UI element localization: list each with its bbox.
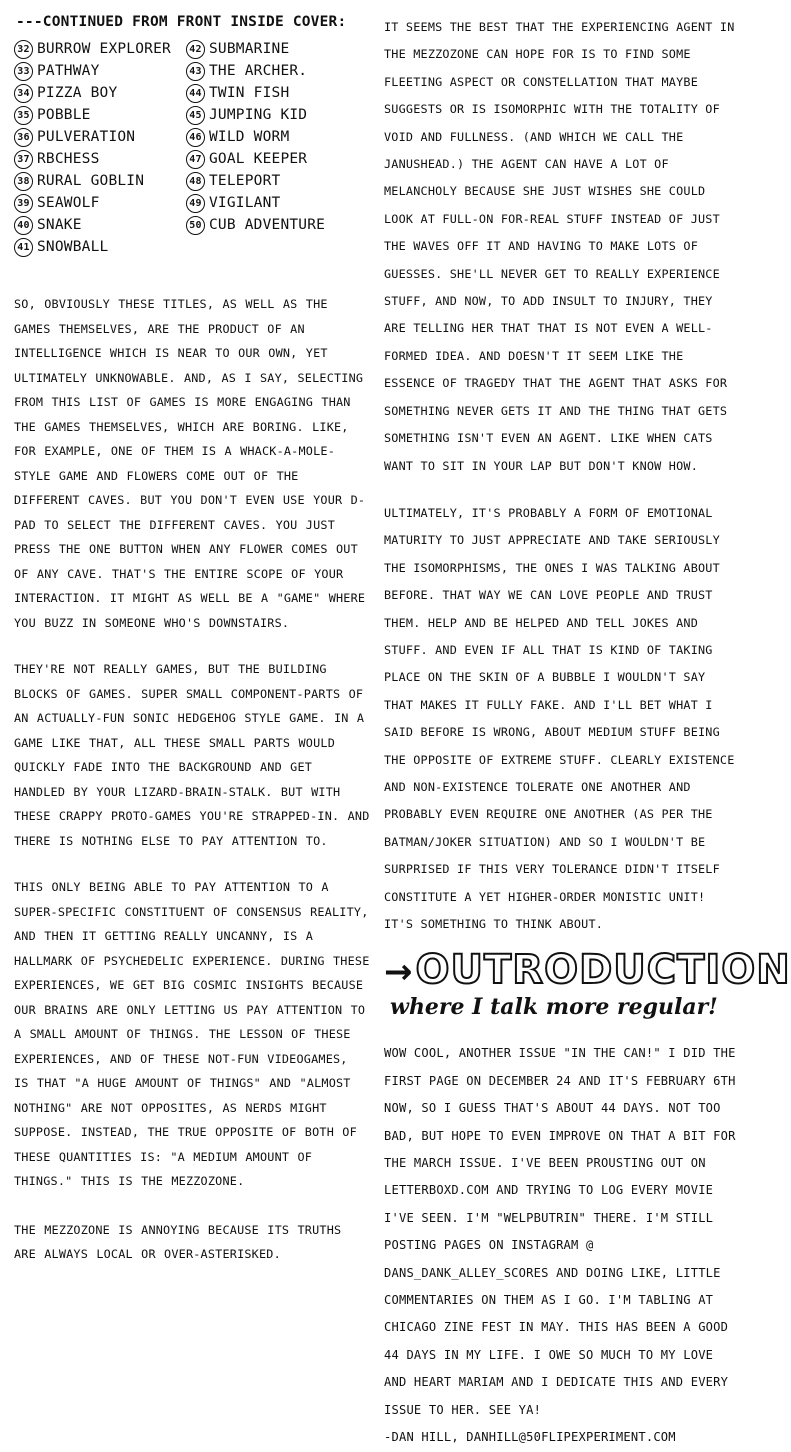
left-column [14,14,370,1267]
number-badge: 46 [186,128,205,147]
list-item [186,148,366,170]
paragraph-intro: SO, OBVIOUSLY THESE TITLES, AS WELL AS THE GAMES THEMSELVES, ARE THE PRODUCT OF AN INTELLIGENCE WHICH IS NEAR TO OUR OWN, YET ULTIMATELY UNKNOWABLE. AND, AS I SAY, SELECTING FROM THIS LIST OF GAMES IS MORE ENGAGING THAN THE GAMES THEMSELVES, WHICH ARE BORING. LIKE, FOR EXAMPLE, ONE OF THEM IS A WHACK-A-MOLE-STYLE GAME AND FLOWERS COME OUT OF THE DIFFERENT CAVES. BUT YOU DON'T EVEN USE YOUR D-PAD TO SELECT THE DIFFERENT CAVES. YOU JUST PRESS THE ONE BUTTON WHEN ANY FLOWER COMES OUT OF ANY CAVE. THAT'S THE ENTIRE SCOPE OF YOUR INTERACTION. IT MIGHT AS WELL BE A "GAME" WHERE YOU BUZZ IN SOMEONE WHO'S DOWNSTAIRS. [14,297,366,630]
game-title: SUBMARINE [209,41,290,57]
paragraph-agent: IT SEEMS THE BEST THAT THE EXPERIENCING AGENT IN THE MEZZOZONE CAN HOPE FOR IS TO FIND SOME FLEETING ASPECT OR CONSTELLATION THAT MAYBE SUGGESTS OR IS ISOMORPHIC WITH THE TOTALITY OF VOID AND FULLNESS. (AND WHICH WE CALL THE JANUSHEAD.) THE AGENT CAN HAVE A LOT OF MELANCHOLY BECAUSE SHE JUST WISHES SHE COULD LOOK AT FULL-ON FOR-REAL STUFF INSTEAD OF JUST THE WAVES OFF IT AND HAVING TO MAKE LOTS OF GUESSES. SHE'LL NEVER GET TO REALLY EXPERIENCE STUFF, AND NOW, TO ADD INSULT TO INJURY, THEY ARE TELLING HER THAT THAT IS NOT EVEN A WELL-FORMED IDEA. AND DOESN'T IT SEEM LIKE THE ESSENCE OF TRAGEDY THAT THE AGENT THAT ASKS FOR SOMETHING NEVER GETS IT AND THE THING THAT GETS SOMETHING ISN'T EVEN AN AGENT. LIKE WHEN CATS WANT TO SIT IN YOUR LAP BUT DON'T KNOW HOW. [384,20,735,473]
outro-title [384,947,791,994]
number-badge: 41 [14,238,33,257]
game-title: JUMPING KID [209,107,308,123]
paragraph-mezzozone: THE MEZZOZONE IS ANNOYING BECAUSE ITS TRUTHS ARE ALWAYS LOCAL OR OVER-ASTERISKED. [14,1222,342,1261]
game-title: THE ARCHER. [209,63,308,79]
number-badge: 38 [14,172,33,191]
list-item [186,126,366,148]
game-title: SNAKE [37,217,82,233]
list-header: ---CONTINUED FROM FRONT INSIDE COVER: [16,14,347,30]
list-item [14,126,186,148]
game-title: BURROW EXPLORER [37,41,171,57]
list-item [14,38,186,60]
outroduction-heading [384,947,791,1024]
number-badge: 48 [186,172,205,191]
signature: -DAN HILL, DANHILL@50FLIPEXPERIMENT.COM [384,1430,676,1445]
list-item [14,82,186,104]
number-badge: 34 [14,84,33,103]
list-item [186,214,366,236]
list-item [14,60,186,82]
list-item [186,170,366,192]
game-title: PULVERATION [37,129,136,145]
number-badge: 32 [14,40,33,59]
number-badge: 50 [186,216,205,235]
number-badge: 35 [14,106,33,125]
arrow-icon: → [384,952,414,993]
game-title: TELEPORT [209,173,281,189]
number-badge: 37 [14,150,33,169]
list-item [186,82,366,104]
list-item [14,192,186,214]
paragraph-ultimately: ULTIMATELY, IT'S PROBABLY A FORM OF EMOTIONAL MATURITY TO JUST APPRECIATE AND TAKE SERIOUSLY THE ISOMORPHISMS, THE ONES I WAS TALKING ABOUT BEFORE. THAT WAY WE CAN LOVE PEOPLE AND TRUST THEM. HELP AND BE HELPED AND TELL JOKES AND STUFF. AND EVEN IF ALL THAT IS KIND OF TAKING PLACE ON THE SKIN OF A BUBBLE I WOULDN'T SAY THAT MAKES IT FULLY FAKE. AND I'LL BET WHAT I SAID BEFORE IS WRONG, ABOUT MEDIUM STUFF BEING THE OPPOSITE OF EXTREME STUFF. CLEARLY EXISTENCE AND NON-EXISTENCE TOLERATE ONE ANOTHER AND PROBABLY EVEN REQUIRE ONE ANOTHER (AS PER THE BATMAN/JOKER SITUATION) AND SO I WOULDN'T BE SURPRISED IF THIS VERY TOLERANCE DIDN'T ITSELF CONSTITUTE A YET HIGHER-ORDER MONISTIC UNIT! IT'S SOMETHING TO THINK ABOUT. [384,505,735,931]
paragraph-psychedelic: THIS ONLY BEING ABLE TO PAY ATTENTION TO A SUPER-SPECIFIC CONSTITUENT OF CONSENSUS REALITY, AND THEN IT GETTING REALLY UNCANNY, IS A HALLMARK OF PSYCHEDELIC EXPERIENCE. DURING THESE EXPERIENCES, WE GET BIG COSMIC INSIGHTS BECAUSE OUR BRAINS ARE ONLY LETTING US PAY ATTENTION TO A SMALL AMOUNT OF THINGS. THE LESSON OF THESE EXPERIENCES, AND OF THESE NOT-FUN VIDEOGAMES, IS THAT "A HUGE AMOUNT OF THINGS" AND "ALMOST NOTHING" ARE NOT OPPOSITES, AS NERDS MIGHT SUPPOSE. INSTEAD, THE TRUE OPPOSITE OF BOTH OF THESE QUANTITIES IS: "A MEDIUM AMOUNT OF THINGS." THIS IS THE MEZZOZONE. [14,880,370,1188]
game-title: VIGILANT [209,195,281,211]
right-column [384,14,791,1452]
game-title: SNOWBALL [37,239,109,255]
number-badge: 43 [186,62,205,81]
list-item [186,104,366,126]
list-item [14,170,186,192]
number-badge: 45 [186,106,205,125]
number-badge: 39 [14,194,33,213]
number-badge: 44 [186,84,205,103]
list-item [14,148,186,170]
number-badge: 33 [14,62,33,81]
number-badge: 36 [14,128,33,147]
paragraph-building-blocks: THEY'RE NOT REALLY GAMES, BUT THE BUILDING BLOCKS OF GAMES. SUPER SMALL COMPONENT-PARTS OF AN ACTUALLY-FUN SONIC HEDGEHOG STYLE GAME. IN A GAME LIKE THAT, ALL THESE SMALL PARTS WOULD QUICKLY FADE INTO THE BACKGROUND AND GET HANDLED BY YOUR LIZARD-BRAIN-STALK. BUT WITH THESE CRAPPY PROTO-GAMES YOU'RE STRAPPED-IN. AND THERE IS NOTHING ELSE TO PAY ATTENTION TO. [14,662,370,848]
list-item [14,104,186,126]
game-title: WILD WORM [209,129,290,145]
number-badge: 40 [14,216,33,235]
list-item [186,60,366,82]
list-item [14,236,186,258]
outro-title-text: OUTRODUCTION [415,947,791,994]
game-title: RURAL GOBLIN [37,173,145,189]
list-item [186,192,366,214]
game-title: RBCHESS [37,151,100,167]
game-title: PATHWAY [37,63,100,79]
game-title: SEAWOLF [37,195,100,211]
paragraph-outro: WOW COOL, ANOTHER ISSUE "IN THE CAN!" I DID THE FIRST PAGE ON DECEMBER 24 AND IT'S FEBRUARY 6TH NOW, SO I GUESS THAT'S ABOUT 44 DAYS. NOT TOO BAD, BUT HOPE TO EVEN IMPROVE ON THAT A BIT FOR THE MARCH ISSUE. I'VE BEEN PROUSTING OUT ON LETTERBOXD.COM AND TRYING TO LOG EVERY MOVIE I'VE SEEN. I'M "WELPBUTRIN" THERE. I'M STILL POSTING PAGES ON INSTAGRAM @ DANS_DANK_ALLEY_SCORES AND DOING LIKE, LITTLE COMMENTARIES ON THEM AS I GO. I'M TABLING AT CHICAGO ZINE FEST IN MAY. THIS HAS BEEN A GOOD 44 DAYS IN MY LIFE. I OWE SO MUCH TO MY LOVE AND HEART MARIAM AND I DEDICATE THIS AND EVERY ISSUE TO HER. SEE YA! [384,1046,736,1417]
game-list [14,38,370,258]
game-title: GOAL KEEPER [209,151,308,167]
outro-subtitle: where I talk more regular! [390,994,718,1021]
number-badge: 49 [186,194,205,213]
number-badge: 42 [186,40,205,59]
number-badge: 47 [186,150,205,169]
game-title: CUB ADVENTURE [209,217,326,233]
game-title: TWIN FISH [209,85,290,101]
game-title: POBBLE [37,107,91,123]
list-item [14,214,186,236]
list-item [186,38,366,60]
game-title: PIZZA BOY [37,85,118,101]
